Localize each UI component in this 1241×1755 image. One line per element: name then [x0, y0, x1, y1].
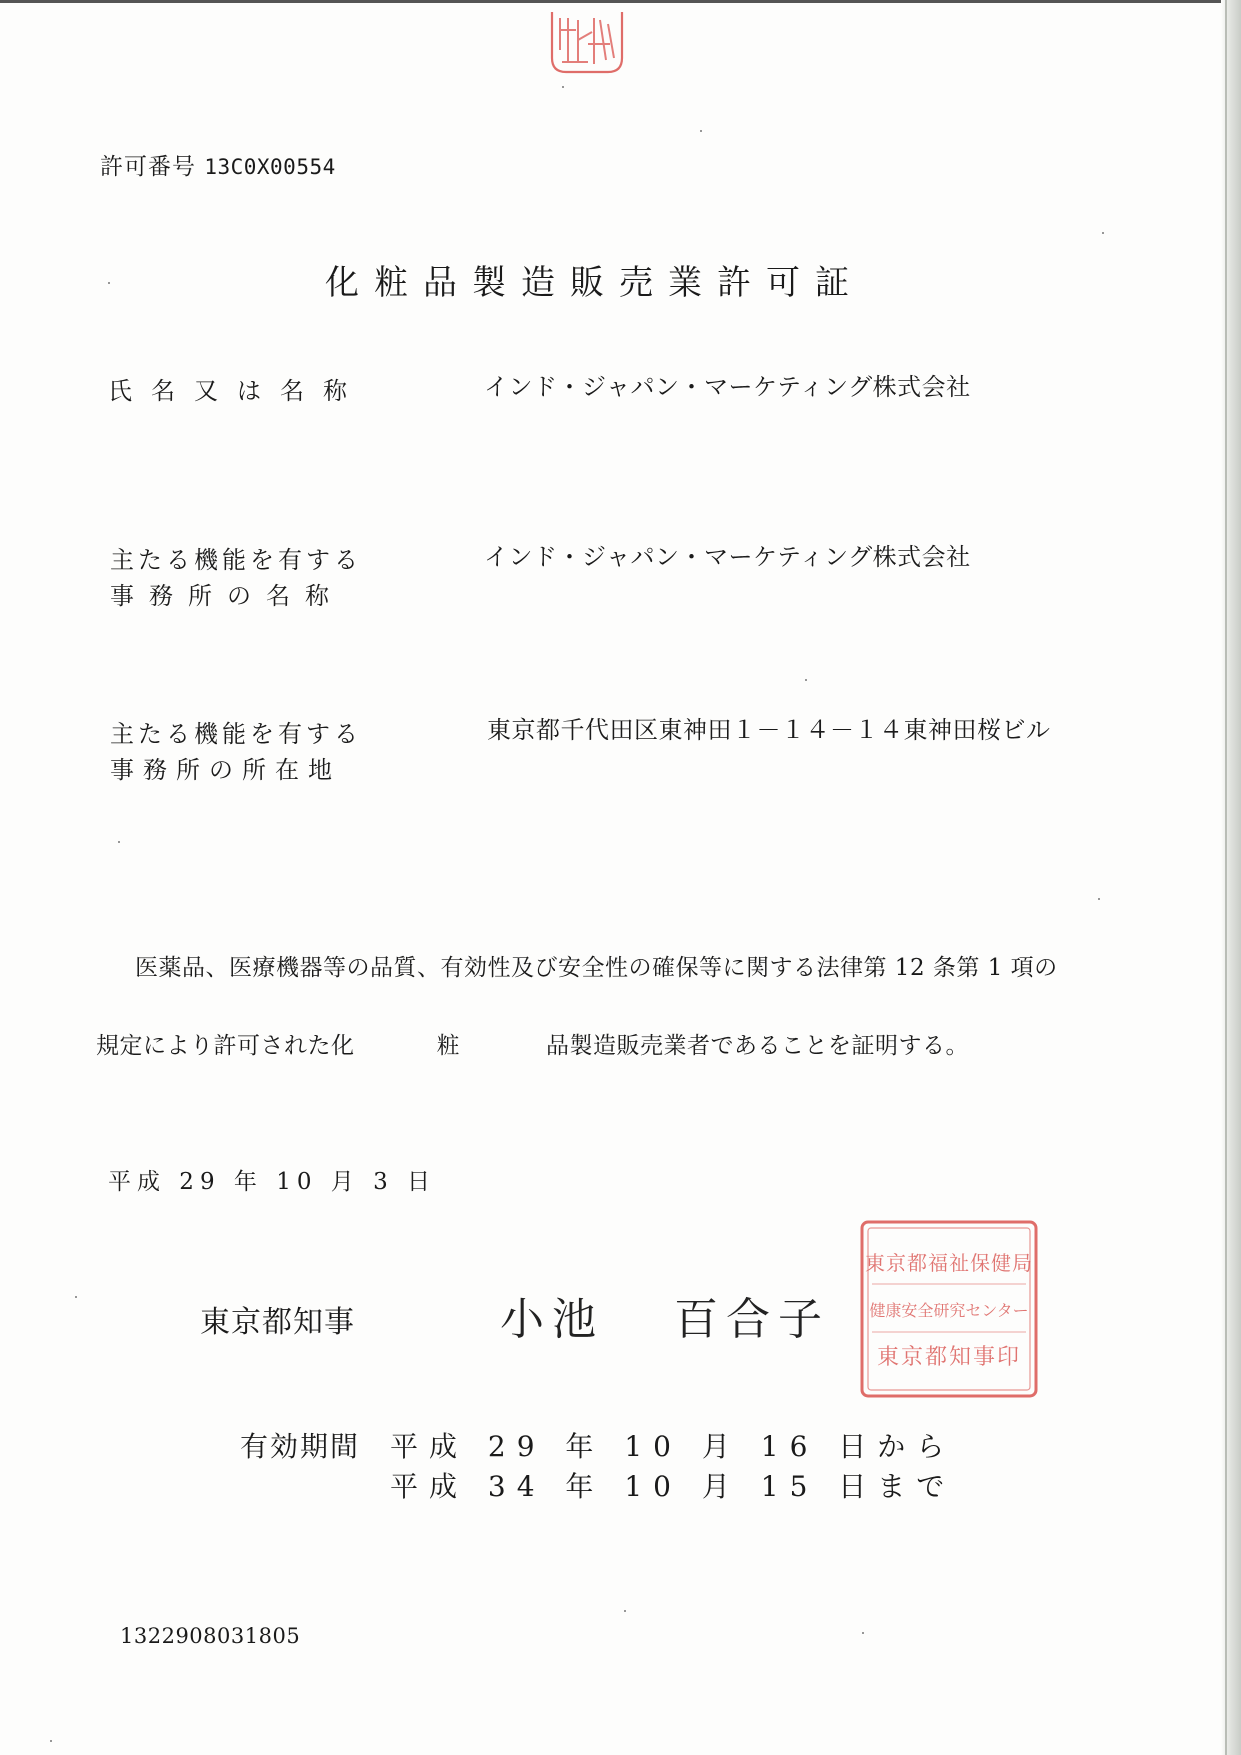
scan-speck — [50, 1740, 52, 1742]
scan-speck — [862, 1632, 864, 1634]
issuer-signature — [500, 1283, 830, 1347]
permit-number: 13C0X00554 — [204, 155, 336, 179]
scan-speck — [75, 1296, 77, 1298]
scan-speck — [1102, 232, 1104, 234]
name-value: インド・ジャパン・マーケティング株式会社 — [484, 373, 971, 401]
name-label: 氏名又は名称 — [108, 377, 366, 405]
official-seal-line2: 健康安全研究センター — [869, 1301, 1029, 1320]
official-seal-line3: 東京都知事印 — [876, 1345, 1022, 1370]
scan-speck — [1098, 898, 1100, 900]
office-address-label-line2: 事務所の所在地 — [110, 756, 341, 784]
official-seal-line1: 東京都福祉保健局 — [865, 1251, 1033, 1275]
scan-speck — [700, 130, 702, 132]
validity-from: 平成 29 年 10 月 16 日から — [390, 1430, 956, 1463]
issue-date: 平成 29 年 10 月 3 日 — [108, 1169, 437, 1195]
document-id: 1322908031805 — [120, 1624, 301, 1648]
scan-speck — [108, 282, 110, 284]
scan-speck — [624, 1610, 626, 1612]
office-name-label-line1: 主たる機能を有する — [110, 546, 362, 574]
office-address-label — [110, 716, 362, 788]
scan-top-edge — [0, 0, 1241, 3]
validity-label: 有効期間 — [240, 1430, 361, 1463]
issuer-given-name: 百合子 — [674, 1294, 830, 1345]
office-address-label-line1: 主たる機能を有する — [110, 720, 362, 748]
scan-speck — [562, 86, 564, 88]
official-seal-stamp — [858, 1218, 1040, 1400]
scan-speck — [118, 841, 120, 843]
office-name-label-line2: 事務所の名称 — [110, 582, 344, 610]
certification-text-line2 — [96, 1027, 969, 1060]
certification-text-part3: 品製造販売業者であることを証明する。 — [546, 1033, 969, 1059]
certification-text-part1: 規定により許可された化 — [96, 1033, 355, 1059]
certification-text-line1: 医薬品、医療機器等の品質、有効性及び安全性の確保等に関する法律第 12 条第 1 項の — [135, 955, 1058, 981]
scan-right-edge-line — [1225, 0, 1227, 1755]
certification-text-part2: 粧 — [436, 1033, 460, 1059]
office-address-value: 東京都千代田区東神田１－１４－１４東神田桜ビル — [487, 716, 1051, 744]
top-seal-stamp — [548, 10, 626, 76]
validity-to: 平成 34 年 10 月 15 日まで — [390, 1470, 956, 1503]
permit-number-line — [100, 148, 336, 181]
office-name-label — [110, 542, 362, 614]
scan-speck — [805, 679, 807, 681]
scan-right-edge — [1221, 0, 1241, 1755]
office-name-value: インド・ジャパン・マーケティング株式会社 — [484, 543, 971, 571]
issuer-family-name: 小池 — [500, 1294, 604, 1345]
issuer-title: 東京都知事 — [200, 1305, 355, 1340]
certificate-title: 化粧品製造販売業許可証 — [325, 263, 864, 303]
permit-number-label: 許可番号 — [100, 154, 196, 180]
